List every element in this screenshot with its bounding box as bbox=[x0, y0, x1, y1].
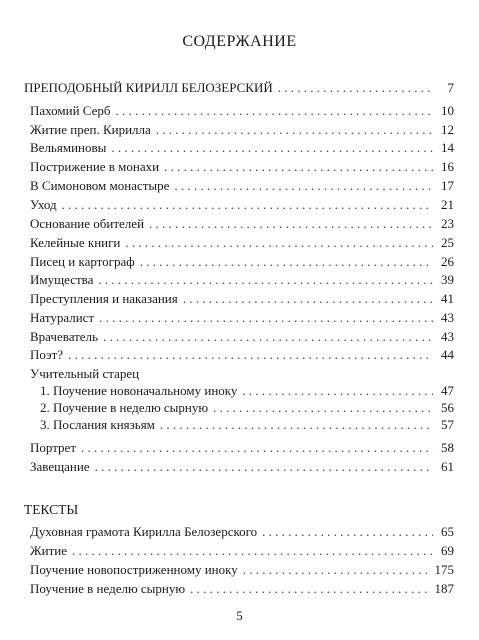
toc-page-number: 21 bbox=[441, 197, 454, 212]
toc-label: Житие bbox=[30, 543, 68, 558]
dot-leader bbox=[95, 459, 433, 475]
toc-page-number: 25 bbox=[441, 235, 454, 250]
toc-label: ПРЕПОДОБНЫЙ КИРИЛЛ БЕЛОЗЕРСКИЙ bbox=[24, 80, 273, 95]
toc-heading-part2: ТЕКСТЫ bbox=[24, 502, 79, 517]
toc-entry bbox=[30, 272, 454, 288]
toc-label: Пострижение в монахи bbox=[30, 159, 160, 174]
toc-page-number: 23 bbox=[441, 216, 454, 231]
toc-entry bbox=[30, 254, 454, 270]
toc-heading-part1 bbox=[24, 80, 454, 96]
dot-leader bbox=[242, 383, 433, 399]
dot-leader bbox=[116, 103, 433, 119]
dot-leader bbox=[262, 524, 433, 540]
toc-label: Уход bbox=[30, 197, 57, 212]
toc-label: Житие преп. Кирилла bbox=[30, 122, 151, 137]
toc-label: Келейные книги bbox=[30, 235, 121, 250]
toc-page-number: 41 bbox=[441, 291, 454, 306]
toc-sub-entry bbox=[40, 400, 454, 416]
toc-entry bbox=[30, 291, 454, 307]
toc-sub-entry bbox=[40, 417, 454, 433]
toc-label: Писец и картограф bbox=[30, 254, 135, 269]
toc-entry bbox=[30, 197, 454, 213]
toc-page-number: 39 bbox=[441, 272, 454, 287]
toc-label: Завещание bbox=[30, 459, 90, 474]
toc-label: Поэт? bbox=[30, 347, 64, 362]
toc-entry bbox=[30, 459, 454, 475]
page-title: СОДЕРЖАНИЕ bbox=[182, 33, 297, 50]
toc-sub-entry bbox=[40, 383, 454, 399]
dot-leader bbox=[111, 140, 433, 156]
toc-entry bbox=[30, 216, 454, 232]
dot-leader bbox=[190, 581, 429, 597]
toc-entry bbox=[30, 103, 454, 119]
dot-leader bbox=[68, 347, 433, 363]
toc-label: Врачеватель bbox=[30, 329, 98, 344]
toc-label: Духовная грамота Кирилла Белозерского bbox=[30, 524, 258, 539]
toc-entry bbox=[30, 235, 454, 251]
toc-page-number: 47 bbox=[441, 383, 454, 398]
toc-page-number: 44 bbox=[441, 347, 454, 362]
page-number: 5 bbox=[236, 608, 243, 623]
dot-leader bbox=[278, 80, 433, 96]
toc-page-number: 43 bbox=[441, 310, 454, 325]
dot-leader bbox=[174, 178, 433, 194]
toc-page-number: 17 bbox=[441, 178, 454, 193]
toc-label: 1. Поучение новоначальному иноку bbox=[40, 383, 238, 398]
toc-page-number: 14 bbox=[441, 140, 454, 155]
dot-leader bbox=[98, 272, 433, 288]
dot-leader bbox=[140, 254, 433, 270]
dot-leader bbox=[160, 417, 433, 433]
dot-leader bbox=[99, 310, 433, 326]
toc-entry bbox=[30, 543, 454, 559]
dot-leader bbox=[81, 440, 433, 456]
toc-page-number: 56 bbox=[441, 400, 454, 415]
toc-label: Поучение в неделю сырную bbox=[30, 581, 186, 596]
dot-leader bbox=[103, 329, 433, 345]
toc-entry bbox=[30, 524, 454, 540]
toc-page-number: 26 bbox=[441, 254, 454, 269]
toc-entry bbox=[30, 310, 454, 326]
dot-leader bbox=[149, 216, 433, 232]
toc-label: В Симоновом монастыре bbox=[30, 178, 170, 193]
toc-label: Вельяминовы bbox=[30, 140, 107, 155]
toc-label: Пахомий Серб bbox=[30, 103, 111, 118]
toc-entry bbox=[30, 140, 454, 156]
toc-label: Натуралист bbox=[30, 310, 95, 325]
toc-page-number: 58 bbox=[441, 440, 454, 455]
toc-entry bbox=[30, 347, 454, 363]
toc-group-label: Учительный старец bbox=[30, 366, 140, 381]
toc-page-number: 43 bbox=[441, 329, 454, 344]
toc-page-number: 69 bbox=[441, 543, 454, 558]
toc-entry bbox=[30, 159, 454, 175]
toc-page-number: 10 bbox=[441, 103, 454, 118]
dot-leader bbox=[156, 122, 433, 138]
dot-leader bbox=[72, 543, 433, 559]
toc-label: Преступления и наказания bbox=[30, 291, 178, 306]
toc-entry bbox=[30, 440, 454, 456]
dot-leader bbox=[164, 159, 433, 175]
toc-page-number: 16 bbox=[441, 159, 454, 174]
toc-page-number: 7 bbox=[447, 80, 454, 95]
toc-entry bbox=[30, 581, 454, 597]
dot-leader bbox=[243, 562, 430, 578]
dot-leader bbox=[213, 400, 433, 416]
toc-page-number: 175 bbox=[434, 562, 454, 577]
toc-entry bbox=[30, 329, 454, 345]
toc-label: Имущества bbox=[30, 272, 94, 287]
toc-label: Основание обителей bbox=[30, 216, 145, 231]
toc-page-number: 61 bbox=[441, 459, 454, 474]
toc-page-number: 65 bbox=[441, 524, 454, 539]
dot-leader bbox=[183, 291, 433, 307]
toc-label: Поучение новопостриженному иноку bbox=[30, 562, 238, 577]
toc-label: Портрет bbox=[30, 440, 77, 455]
toc-page-number: 187 bbox=[434, 581, 454, 596]
toc-entry bbox=[30, 178, 454, 194]
toc-page-number: 12 bbox=[441, 122, 454, 137]
toc-page-number: 57 bbox=[441, 417, 454, 432]
toc-label: 2. Поучение в неделю сырную bbox=[40, 400, 209, 415]
toc-entry bbox=[30, 122, 454, 138]
toc-label: 3. Послания князьям bbox=[40, 417, 155, 432]
dot-leader bbox=[62, 197, 433, 213]
toc-entry bbox=[30, 562, 454, 578]
dot-leader bbox=[125, 235, 433, 251]
